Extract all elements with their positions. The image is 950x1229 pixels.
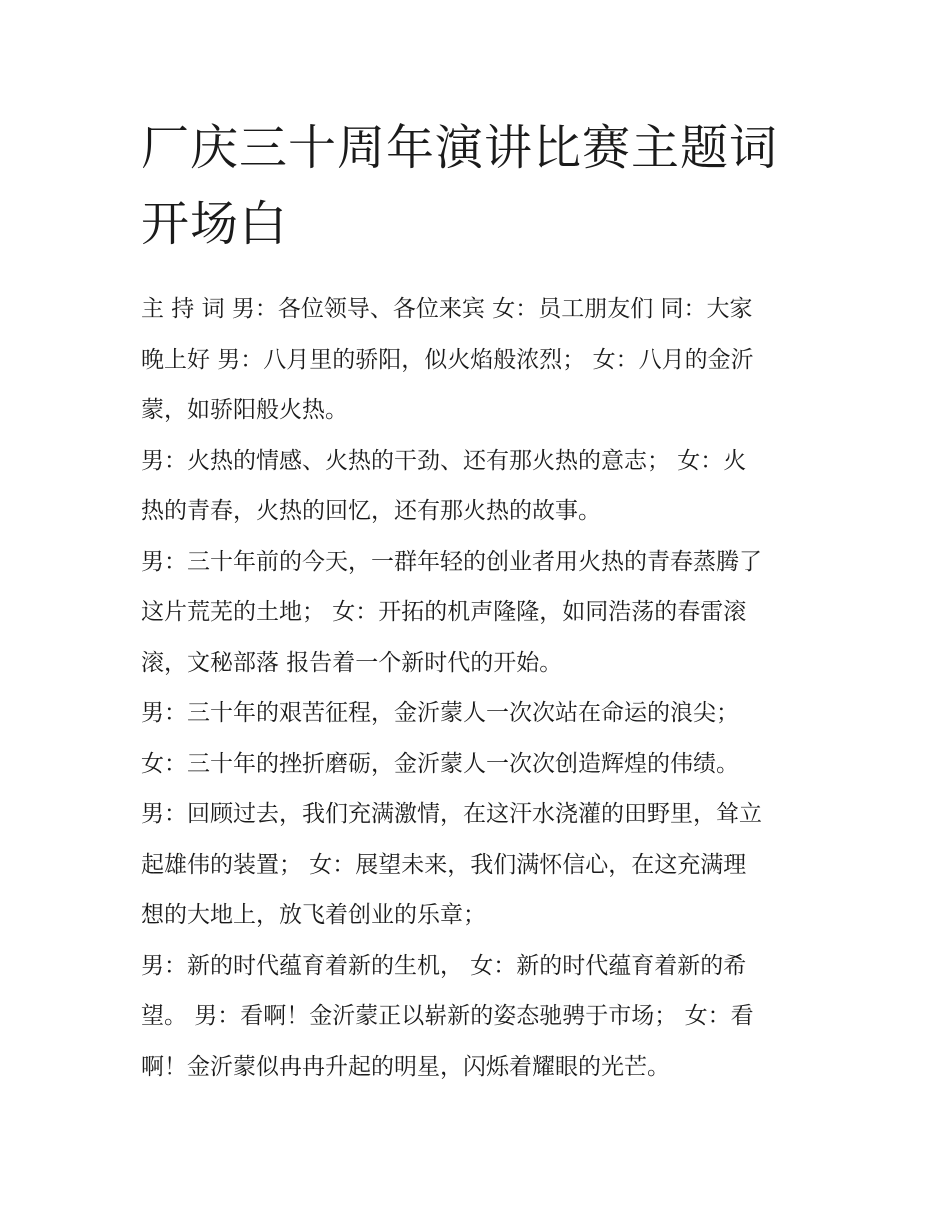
title-line: 开场白	[141, 196, 289, 252]
text-line: 望。 男：看啊！金沂蒙正以崭新的姿态驰骋于市场； 女：看	[141, 1003, 754, 1029]
paragraph	[141, 688, 813, 739]
document-page	[141, 110, 813, 1092]
document-body	[141, 284, 813, 1092]
text-line: 热的青春，火热的回忆，还有那火热的故事。	[141, 498, 601, 524]
paragraph	[141, 436, 813, 537]
text-line: 男：新的时代蕴育着新的生机， 女：新的时代蕴育着新的希	[141, 952, 747, 979]
text-line: 蒙，如骄阳般火热。	[141, 397, 348, 423]
text-line: 啊！金沂蒙似冉冉升起的明星，闪烁着耀眼的光芒。	[141, 1053, 670, 1080]
paragraph	[141, 284, 813, 436]
title-line: 厂庆三十周年演讲比赛主题词	[141, 120, 779, 176]
text-line: 这片荒芜的土地； 女：开拓的机声隆隆，如同浩荡的春雷滚	[141, 599, 747, 625]
text-line: 男：回顾过去，我们充满激情，在这汗水浇灌的田野里，耸立	[141, 801, 762, 827]
text-line: 起雄伟的装置； 女：展望未来，我们满怀信心，在这充满理	[141, 851, 747, 878]
text-line: 滚，文秘部落 报告着一个新时代的开始。	[141, 649, 563, 676]
paragraph	[141, 537, 813, 689]
text-line: 想的大地上，放飞着创业的乐章；	[141, 902, 486, 928]
paragraph	[141, 739, 813, 790]
document-title	[141, 110, 813, 262]
paragraph	[141, 789, 813, 941]
text-line: 男：三十年的艰苦征程，金沂蒙人一次次站在命运的浪尖；	[141, 700, 739, 726]
paragraph	[141, 941, 813, 1093]
text-line: 晚上好 男：八月里的骄阳，似火焰般浓烈； 女：八月的金沂	[141, 346, 754, 373]
text-line: 女：三十年的挫折磨砺，金沂蒙人一次次创造辉煌的伟绩。	[141, 750, 739, 777]
text-line: 男：三十年前的今天，一群年轻的创业者用火热的青春蒸腾了	[141, 548, 762, 575]
text-line: 男：火热的情感、火热的干劲、还有那火热的意志； 女：火	[141, 447, 747, 474]
text-line: 主 持 词 男：各位领导、各位来宾 女：员工朋友们 同：大家	[141, 296, 753, 322]
